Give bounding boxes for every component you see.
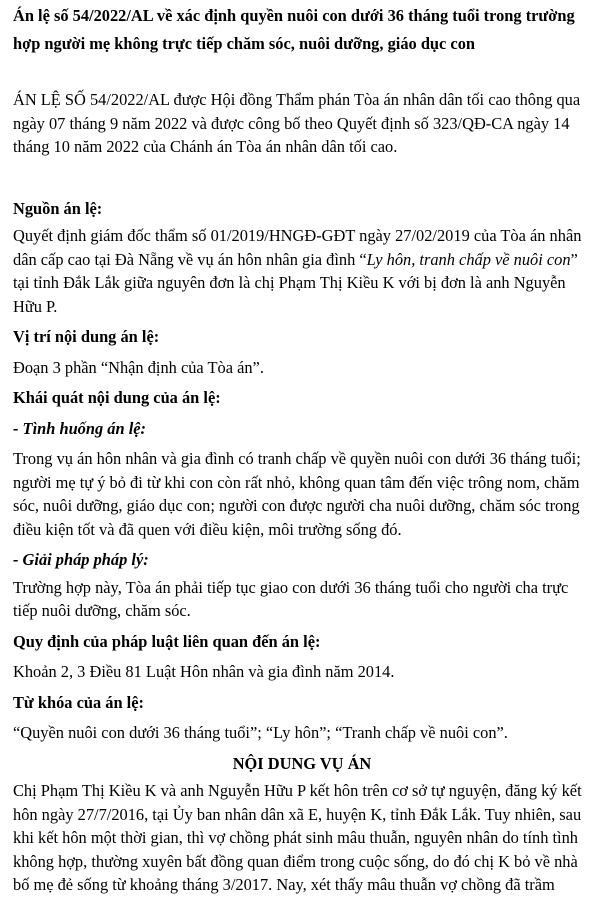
solution-heading: - Giải pháp pháp lý:: [13, 550, 149, 569]
keywords-heading: Từ khóa của án lệ:: [13, 692, 144, 712]
source-line: tại tỉnh Đắk Lắk giữa nguyên đơn là chị Phạm Thị Kiều K với bị đơn là anh Nguyễn: [13, 273, 566, 292]
source-heading: Nguồn án lệ:: [13, 198, 103, 218]
intro-line: ngày 07 tháng 9 năm 2022 và được công bố theo Quyết định số 323/QĐ-CA ngày 14: [13, 113, 570, 133]
summary-heading: Khái quát nội dung của án lệ:: [13, 388, 221, 407]
solution-line: Trường hợp này, Tòa án phải tiếp tục giao con dưới 36 tháng tuổi cho người cha trực: [13, 577, 569, 597]
source-section: [13, 197, 591, 319]
document-title: [13, 0, 591, 56]
source-line: [13, 248, 591, 272]
summary-section: [13, 386, 591, 623]
case-content-line: khi kết hôn một thời gian, thì vợ chồng phát sinh mâu thuẫn, nguyên nhân do tính tình: [13, 828, 578, 847]
title-line: hợp người mẹ không trực tiếp chăm sóc, nuôi dưỡng, giáo dục con: [13, 34, 476, 53]
situation-heading: - Tình huống án lệ:: [13, 418, 146, 438]
case-content-section: [13, 752, 591, 897]
law-section: [13, 630, 591, 684]
situation-line: sóc, nuôi dưỡng, giáo dục con; người con được người cha nuôi dưỡng, chăm sóc trong: [13, 496, 580, 515]
position-section: [13, 325, 591, 379]
situation-line: Trong vụ án hôn nhân và gia đình có tranh chấp về quyền nuôi con dưới 36 tháng tuổi;: [13, 449, 581, 468]
source-text: dân cấp cao tại Đà Nẵng về vụ án hôn nhân gia đình “: [13, 249, 367, 269]
document-page: [13, 0, 591, 897]
case-name: Ly hôn, tranh chấp về nuôi con: [366, 249, 571, 269]
law-heading: Quy định của pháp luật liên quan đến án lệ:: [13, 631, 321, 651]
situation-line: người mẹ tự ý bỏ đi từ khi con còn rất nhỏ, không quan tâm đến việc trông nom, chăm: [13, 472, 580, 492]
case-content-heading: NỘI DUNG VỤ ÁN: [232, 753, 372, 773]
case-content-line: hôn ngày 27/7/2016, tại Ủy ban nhân dân xã E, huyện K, tỉnh Đắk Lắk. Tuy nhiên, sau: [13, 804, 582, 824]
intro-paragraph: [13, 88, 591, 159]
position-text: Đoạn 3 phần “Nhận định của Tòa án”.: [13, 357, 264, 377]
source-text: ”: [570, 249, 578, 269]
keywords-text: “Quyền nuôi con dưới 36 tháng tuổi”; “Ly hôn”; “Tranh chấp về nuôi con”.: [13, 723, 508, 742]
case-content-line: không hợp, thường xuyên bất đồng quan điểm trong cuộc sống, do đó chị K bỏ về nhà: [13, 851, 578, 871]
position-heading: Vị trí nội dung án lệ:: [13, 327, 160, 346]
law-text: Khoản 2, 3 Điều 81 Luật Hôn nhân và gia đình năm 2014.: [13, 662, 395, 681]
title-line: Án lệ số 54/2022/AL về xác định quyền nuôi con dưới 36 tháng tuổi trong trường: [13, 6, 575, 25]
situation-line: điều kiện tốt và đã quen với điều kiện, môi trường sống đó.: [13, 519, 402, 539]
source-line: Quyết định giám đốc thẩm số 01/2019/HNGĐ-GĐT ngày 27/02/2019 của Tòa án nhân: [13, 226, 582, 245]
intro-line: ÁN LỆ SỐ 54/2022/AL được Hội đồng Thẩm phán Tòa án nhân dân tối cao thông qua: [13, 90, 581, 109]
source-line: Hữu P.: [13, 296, 58, 316]
case-content-line: bố mẹ đẻ sống từ khoảng tháng 3/2017. Nay, xét thấy mâu thuẫn vợ chồng đã trầm: [13, 875, 555, 894]
solution-line: tiếp nuôi dưỡng, chăm sóc.: [13, 601, 191, 620]
case-content-line: Chị Phạm Thị Kiều K và anh Nguyễn Hữu P kết hôn trên cơ sở tự nguyện, đăng ký kết: [13, 781, 582, 800]
intro-line: tháng 10 năm 2022 của Chánh án Tòa án nhân dân tối cao.: [13, 137, 398, 156]
keywords-section: [13, 691, 591, 745]
